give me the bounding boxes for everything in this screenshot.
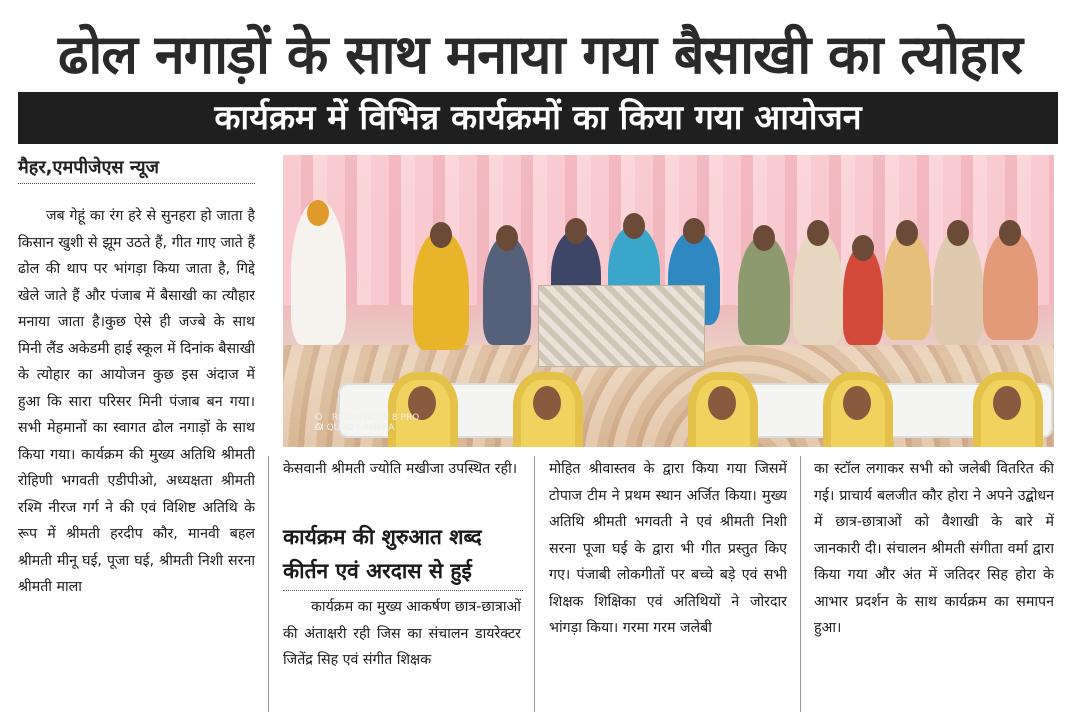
- student-figure: [823, 372, 893, 447]
- column-divider: [268, 456, 269, 712]
- watermark-line-1: REDMI NOTE 8 PRO: [331, 413, 420, 423]
- column-4-text: का स्टॉल लगाकर सभी को जलेबी वितरित की गई। प्राचार्य बलजीत कौर होरा ने अपने उद्बोधन में छात्र-छात्राओं को वैशाखी के बारे में जानकारी दी। संचालन श्रीमती संगीता वर्मा द्वारा किया गया और अंत में जतिदर सिह होरा के आभार प्रदर्शन के साथ कार्यक्रम का समापन हुआ।: [814, 461, 1054, 636]
- guest-figure: [793, 230, 843, 345]
- watermark-line-2: AI QUAD CAMERA: [315, 423, 395, 433]
- guest-figure: [483, 235, 531, 345]
- column-divider: [534, 456, 535, 712]
- guest-figure: [983, 230, 1038, 340]
- article-column-4: [814, 456, 1054, 712]
- camera-watermark: [315, 413, 419, 433]
- guest-figure: [883, 230, 931, 340]
- headline: ढोल नगाड़ों के साथ मनाया गया बैसाखी का त्योहार: [57, 23, 1022, 86]
- student-figure: [513, 372, 583, 447]
- student-figure: [688, 372, 758, 447]
- column-2-text: केसवानी श्रीमती ज्योति मखीजा उपस्थित रही।: [283, 461, 518, 477]
- event-photo: [283, 155, 1054, 447]
- article-column-2: [283, 456, 521, 518]
- section-subhead: कार्यक्रम की शुरुआत शब्द कीर्तन एवं अरदास से हुई: [283, 520, 523, 591]
- article-column-1: [18, 203, 255, 711]
- column-1-text: जब गेहूं का रंग हरे से सुनहरा हो जाता है किसान खुशी से झूम उठते हैं, गीत गाए जाते हैं ढोल की थाप पर भांगड़ा किया जाता है, गिद्दे खेले जाते हैं और पंजाब में बैसाखी का त्यौहार मनाया जाता है।कुछ ऐसे ही जज्बे के साथ मिनी लैंड अकेडमी हाई स्कूल में दिनांक बैसाखी के त्योहार का आयोजन कुछ इस अंदाज में हुआ कि सारा परिसर मिनी पंजाब बन गया। सभी मेहमानों का स्वागत ढोल नगाड़ों के साथ किया गया। कार्यक्रम की मुख्य अतिथि श्रीमती रोहिणी भगवती एडीपीओ, अध्यक्षता श्रीमती रश्मि नीरज गर्ग ने की एवं विशिष्ट अतिथि के रूप में श्रीमती हरदीप कौर, मानवी बहल श्रीमती मीनू घई, पूजा घई, श्रीमती निशी सरना श्रीमती माला: [18, 208, 255, 595]
- subheadline-banner: कार्यक्रम में विभिन्न कार्यक्रमों का किया गया आयोजन: [18, 92, 1058, 144]
- student-figure: [388, 372, 458, 447]
- column-divider: [800, 456, 801, 712]
- camera-dots-icon: [315, 413, 329, 423]
- guest-figure: [413, 230, 469, 350]
- guest-figure: [738, 235, 790, 345]
- column-3-text: मोहित श्रीवास्तव के द्वारा किया गया जिसमें टोपाज टीम ने प्रथम स्थान अर्जित किया। मुख्य अतिथि श्रीमती भगवती ने एवं श्रीमती निशी सरना पूजा घई के द्वारा भी गीत प्रस्तुत किए गए। पंजाबी लोकगीतों पर बच्चे बड़े एवं सभी शिक्षक शिक्षिका एवं अतिथियों ने जोरदार भांगड़ा किया। गरमा गरम जलेबी: [549, 461, 787, 636]
- student-figure: [973, 372, 1043, 447]
- guest-table: [538, 285, 705, 367]
- guest-figure: [933, 230, 983, 345]
- byline: मैहर,एमपीजेएस न्यूज: [18, 155, 255, 184]
- column-2b-text: कार्यक्रम का मुख्य आकर्षण छात्र-छात्राओं की अंताक्षरी रही जिस का संचालन डायरेक्टर जितेंद्र सिह एवं संगीत शिक्षक: [283, 599, 521, 668]
- article-column-2b: [283, 594, 521, 712]
- article-column-3: [549, 456, 787, 712]
- guest-figure: [843, 245, 883, 345]
- guest-figure: [291, 200, 346, 345]
